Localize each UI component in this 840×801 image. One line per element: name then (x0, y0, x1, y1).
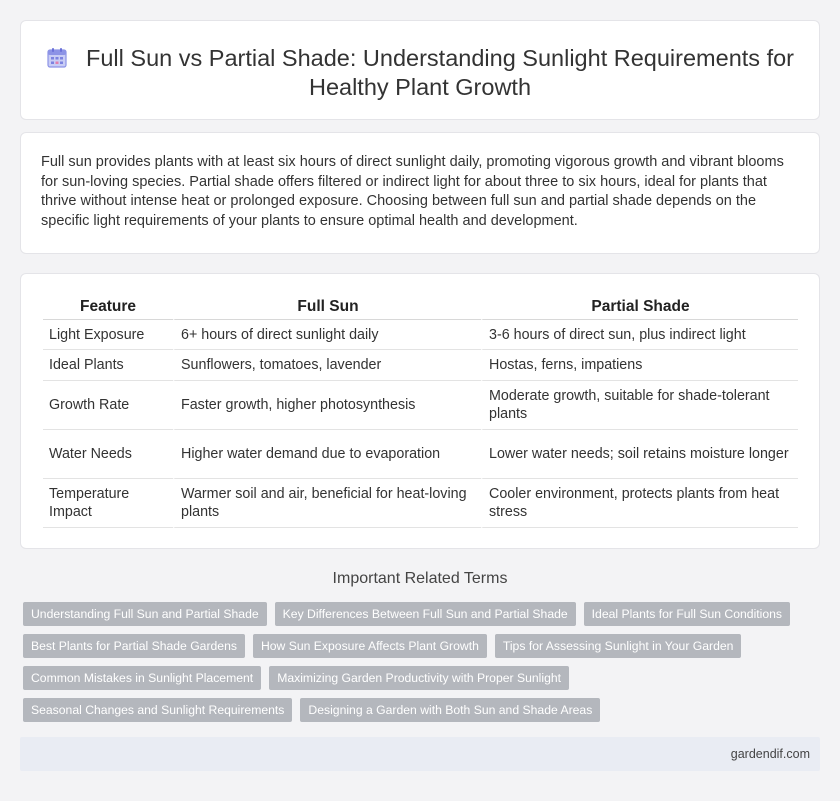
calendar-icon (46, 47, 68, 69)
full-sun-cell: Sunflowers, tomatoes, lavender (173, 350, 481, 381)
related-term-tag[interactable]: Common Mistakes in Sunlight Placement (23, 666, 261, 690)
related-term-tag[interactable]: Best Plants for Partial Shade Gardens (23, 634, 245, 658)
feature-cell: Growth Rate (43, 381, 173, 430)
page-title: Full Sun vs Partial Shade: Understanding Sunlight Requirements for Healthy Plant Growth (86, 45, 794, 100)
full-sun-cell: Higher water demand due to evaporation (173, 430, 481, 479)
header-full-sun: Full Sun (173, 294, 481, 320)
feature-cell: Ideal Plants (43, 350, 173, 381)
full-sun-cell: Faster growth, higher photosynthesis (173, 381, 481, 430)
related-terms-list (23, 602, 823, 730)
partial-shade-cell: Cooler environment, protects plants from heat stress (481, 479, 798, 528)
page-title-wrap (21, 44, 819, 102)
partial-shade-cell: Hostas, ferns, impatiens (481, 350, 798, 381)
partial-shade-cell: Lower water needs; soil retains moisture longer (481, 430, 798, 479)
feature-cell: Water Needs (43, 430, 173, 479)
related-term-tag[interactable]: Key Differences Between Full Sun and Partial Shade (275, 602, 576, 626)
full-sun-cell: Warmer soil and air, beneficial for heat-loving plants (173, 479, 481, 528)
comparison-card (20, 273, 820, 549)
comparison-table (43, 294, 798, 528)
intro-card (20, 132, 820, 254)
feature-cell: Temperature Impact (43, 479, 173, 528)
full-sun-cell: 6+ hours of direct sunlight daily (173, 320, 481, 350)
table-row (43, 320, 798, 350)
related-term-tag[interactable]: Understanding Full Sun and Partial Shade (23, 602, 267, 626)
title-card (20, 20, 820, 120)
header-feature: Feature (43, 294, 173, 320)
partial-shade-cell: Moderate growth, suitable for shade-tolerant plants (481, 381, 798, 430)
table-row (43, 479, 798, 528)
related-term-tag[interactable]: How Sun Exposure Affects Plant Growth (253, 634, 487, 658)
related-term-tag[interactable]: Ideal Plants for Full Sun Conditions (584, 602, 790, 626)
table-row (43, 381, 798, 430)
related-term-tag[interactable]: Seasonal Changes and Sunlight Requirements (23, 698, 292, 722)
footer-bar (20, 737, 820, 771)
partial-shade-cell: 3-6 hours of direct sun, plus indirect light (481, 320, 798, 350)
table-row (43, 430, 798, 479)
related-term-tag[interactable]: Maximizing Garden Productivity with Proper Sunlight (269, 666, 569, 690)
table-header-row (43, 294, 798, 320)
feature-cell: Light Exposure (43, 320, 173, 350)
table-row (43, 350, 798, 381)
related-term-tag[interactable]: Tips for Assessing Sunlight in Your Garden (495, 634, 742, 658)
footer-site-link[interactable]: gardendif.com (730, 747, 810, 761)
related-term-tag[interactable]: Designing a Garden with Both Sun and Shade Areas (300, 698, 600, 722)
intro-paragraph: Full sun provides plants with at least six hours of direct sunlight daily, promoting vigorous growth and vibrant blooms for sun-loving species. Partial shade offers filtered or indirect light for about three to six hours, ideal for plants that thrive without intense heat or prolonged exposure. Choosing between full sun and partial shade depends on the specific light requirements of your plants to ensure optimal health and development. (41, 154, 784, 229)
related-terms-heading: Important Related Terms (332, 570, 508, 587)
header-partial-shade: Partial Shade (481, 294, 798, 320)
